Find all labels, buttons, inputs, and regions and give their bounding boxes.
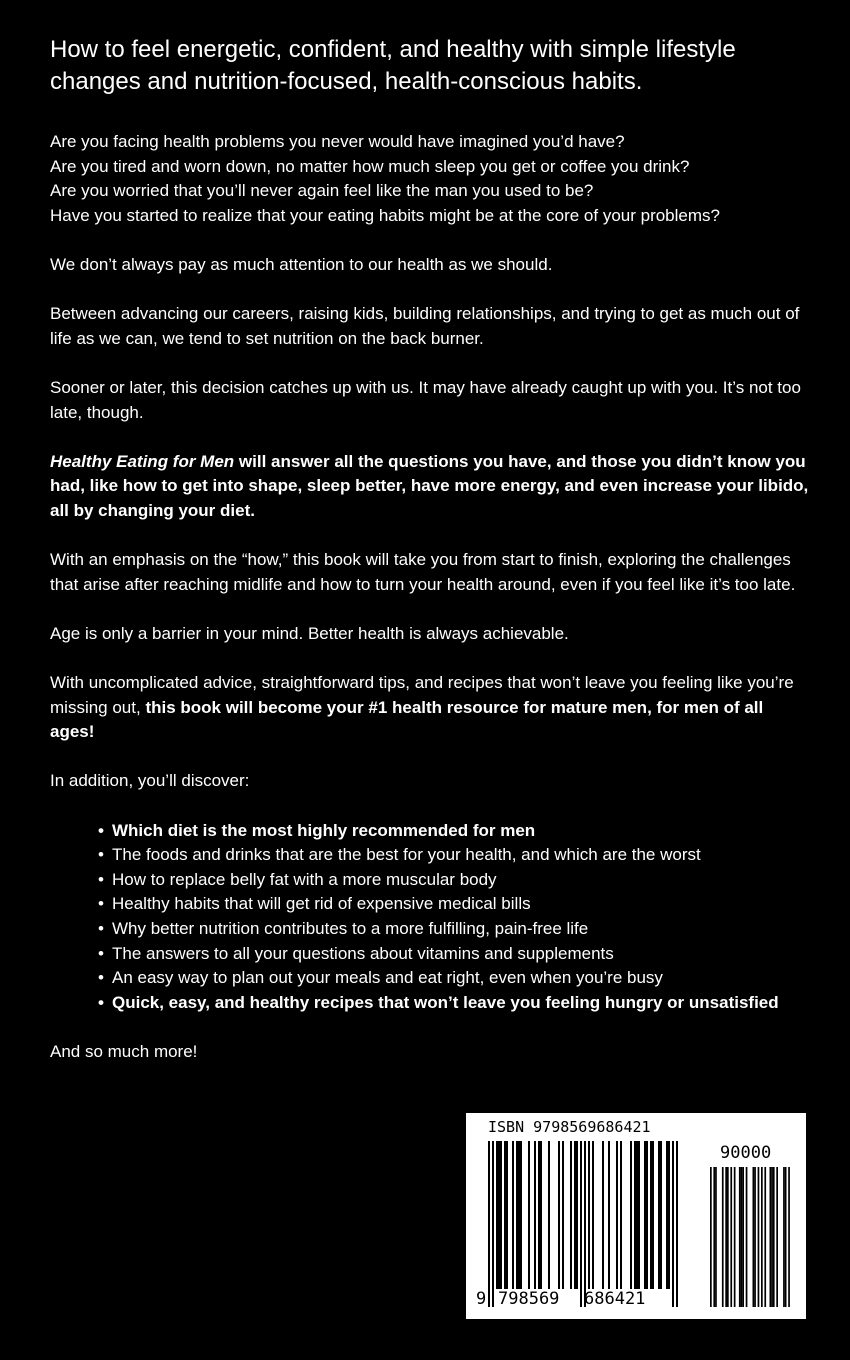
- barcode-bar: [638, 1141, 640, 1289]
- isbn-barcode: [466, 1113, 806, 1319]
- barcode-bar: [576, 1141, 578, 1289]
- addon-bar: [730, 1167, 732, 1307]
- addon-bar: [776, 1167, 778, 1307]
- addon-bar: [761, 1167, 763, 1307]
- barcode-bar: [488, 1141, 490, 1307]
- list-item: • The answers to all your questions about vitamins and supplements: [98, 942, 810, 967]
- barcode-bar: [548, 1141, 550, 1289]
- list-item: • Quick, easy, and healthy recipes that won’t leave you feeling hungry or unsatisfied: [98, 991, 810, 1016]
- list-item: • Healthy habits that will get rid of expensive medical bills: [98, 892, 810, 917]
- addon-bar: [715, 1167, 717, 1307]
- question-line: Are you worried that you’ll never again feel like the man you used to be?: [50, 181, 594, 201]
- addon-bar: [746, 1167, 748, 1307]
- list-item: • Which diet is the most highly recommended for men: [98, 819, 810, 844]
- barcode-bar: [588, 1141, 590, 1289]
- price-code: 90000: [720, 1143, 772, 1163]
- barcode-bar: [516, 1141, 518, 1289]
- barcode-bar: [666, 1141, 668, 1289]
- addon-bar: [788, 1167, 790, 1307]
- barcode-bar: [658, 1141, 660, 1289]
- barcode-bar: [504, 1141, 506, 1289]
- sooner-paragraph: Sooner or later, this decision catches up with us. It may have already caught up with you. It’s not too late, though.: [50, 377, 801, 422]
- addon-bar: [739, 1167, 741, 1307]
- barcode-bar: [636, 1141, 638, 1289]
- barcode-digits-left: 798569: [498, 1289, 560, 1309]
- advice-bold-text: this book will become your #1 health resource for mature men, for men of all ages!: [50, 697, 764, 742]
- barcode-bar: [512, 1141, 514, 1289]
- barcode-digit-first: 9: [476, 1289, 487, 1309]
- barcode-bar: [540, 1141, 542, 1289]
- addon-bar: [725, 1167, 727, 1307]
- barcode-bar: [644, 1141, 646, 1289]
- barcode-bar: [660, 1141, 662, 1289]
- addon-bar: [713, 1167, 715, 1307]
- advice-paragraph: [50, 671, 810, 745]
- addon-bar: [710, 1167, 712, 1307]
- question-line: Have you started to realize that your eating habits might be at the core of your problems?: [50, 205, 720, 225]
- barcode-bar: [496, 1141, 498, 1289]
- question-line: Are you tired and worn down, no matter how much sleep you get or coffee you drink?: [50, 156, 690, 176]
- barcode-bar: [506, 1141, 508, 1289]
- barcode-bar: [580, 1141, 582, 1307]
- book-pitch-text: will answer all the questions you have, and those you didn’t know you had, like how to get into shape, sleep better, have more energy, and even increase your libido, all by changing your diet.: [50, 451, 809, 520]
- barcode-bar: [562, 1141, 564, 1289]
- addon-bar: [783, 1167, 785, 1307]
- advice-text: With uncomplicated advice, straightforward tips, and recipes that won’t leave you feeling like you’re missing out,: [50, 673, 794, 717]
- between-paragraph: Between advancing our careers, raising kids, building relationships, and trying to get as much out of life as we can, we tend to set nutrition on the back burner.: [50, 304, 800, 348]
- barcode-bar: [558, 1141, 560, 1289]
- barcode-bar: [520, 1141, 522, 1289]
- list-item: • How to replace belly fat with a more muscular body: [98, 868, 810, 893]
- addon-bar: [785, 1167, 787, 1307]
- addon-bar: [742, 1167, 744, 1307]
- addon-bar: [754, 1167, 756, 1307]
- barcode-bar: [630, 1141, 632, 1289]
- addon-bar: [773, 1167, 775, 1307]
- question-line: Are you facing health problems you never would have imagined you’d have?: [50, 132, 625, 151]
- barcode-bar: [570, 1141, 572, 1289]
- barcode-bar: [668, 1141, 670, 1289]
- barcode-bar: [518, 1141, 520, 1289]
- barcode-bar: [498, 1141, 500, 1289]
- book-title: Healthy Eating for Men: [50, 451, 235, 471]
- attention-paragraph: We don’t always pay as much attention to our health as we should.: [50, 254, 553, 274]
- addon-bar: [764, 1167, 766, 1307]
- barcode-bar: [500, 1141, 502, 1289]
- barcode-bar: [650, 1141, 652, 1289]
- book-pitch-paragraph: [50, 450, 810, 524]
- barcode-bar: [676, 1141, 678, 1307]
- barcode-bar: [534, 1141, 536, 1289]
- barcode-bar: [492, 1141, 494, 1307]
- barcode-bar: [652, 1141, 654, 1289]
- addon-bar: [771, 1167, 773, 1307]
- barcode-bar: [672, 1141, 674, 1307]
- barcode-bar: [634, 1141, 636, 1289]
- addon-bar: [727, 1167, 729, 1307]
- back-cover-text: [50, 34, 810, 1089]
- barcode-bar: [528, 1141, 530, 1289]
- headline: How to feel energetic, confident, and healthy with simple lifestyle changes and nutrition-focused, health-conscious habits.: [50, 36, 736, 95]
- barcode-bar: [584, 1141, 586, 1307]
- addon-bar: [734, 1167, 736, 1307]
- list-item: • Why better nutrition contributes to a more fulfilling, pain-free life: [98, 917, 810, 942]
- age-paragraph: Age is only a barrier in your mind. Better health is always achievable.: [50, 623, 569, 643]
- barcode-bar: [616, 1141, 618, 1289]
- addon-bar: [722, 1167, 724, 1307]
- emphasis-paragraph: With an emphasis on the “how,” this book will take you from start to finish, exploring the challenges that arise after reaching midlife and how to turn your health around, even if you feel like it’s too late.: [50, 550, 796, 594]
- addon-bar: [741, 1167, 743, 1307]
- questions-paragraph: [50, 130, 810, 228]
- addition-paragraph: In addition, you’ll discover:: [50, 771, 250, 791]
- more-paragraph: And so much more!: [50, 1041, 198, 1061]
- barcode-bar: [608, 1141, 610, 1289]
- addon-bar: [770, 1167, 772, 1307]
- list-item: • An easy way to plan out your meals and eat right, even when you’re busy: [98, 966, 810, 991]
- isbn-label: ISBN 9798569686421: [488, 1118, 651, 1136]
- addon-bar: [758, 1167, 760, 1307]
- barcode-bar: [646, 1141, 648, 1289]
- barcode-bar: [538, 1141, 540, 1289]
- barcode-bar: [574, 1141, 576, 1289]
- discover-list: [98, 819, 810, 1016]
- barcode-bar: [602, 1141, 604, 1289]
- barcode-digits-right: 686421: [584, 1289, 646, 1309]
- barcode-bar: [592, 1141, 594, 1289]
- barcode-bar: [620, 1141, 622, 1289]
- addon-bar: [753, 1167, 755, 1307]
- list-item: • The foods and drinks that are the best for your health, and which are the worst: [98, 843, 810, 868]
